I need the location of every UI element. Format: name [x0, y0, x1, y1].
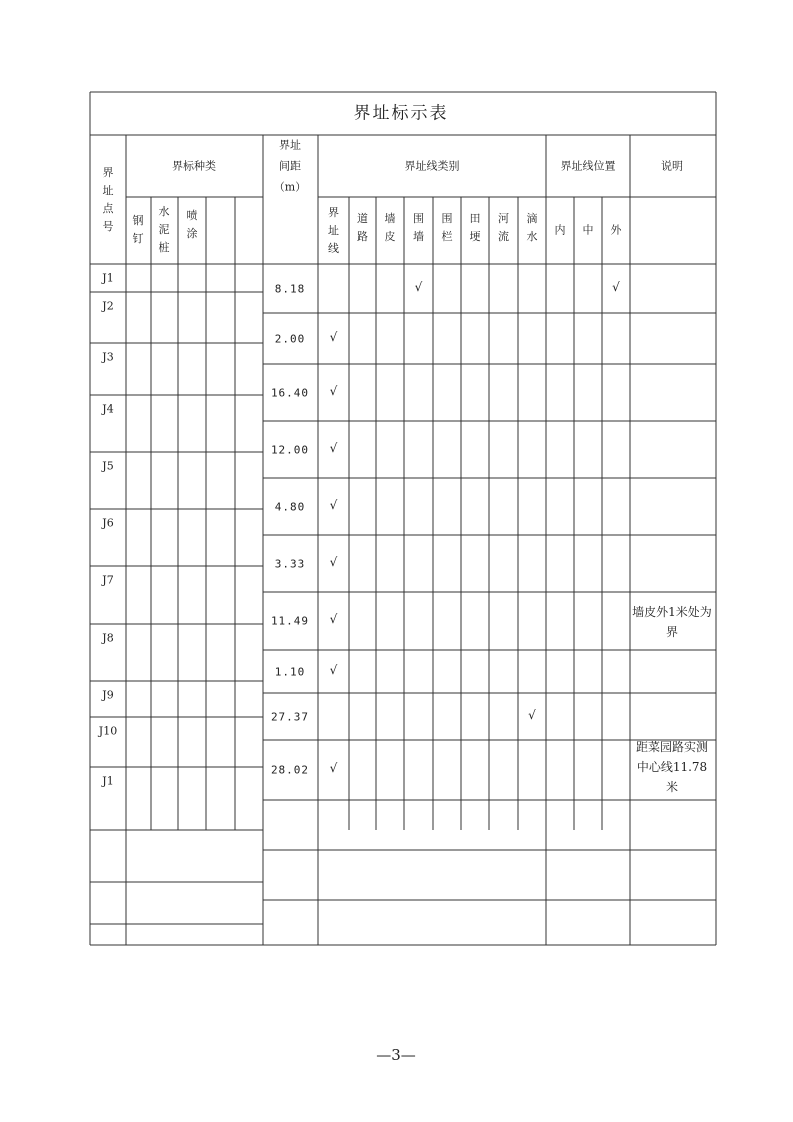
header-position-1: 中	[582, 223, 594, 237]
check-mark: √	[528, 707, 536, 722]
page-title: 界址标示表	[353, 103, 449, 124]
segment-distance: 28.02	[270, 763, 310, 777]
segment-distance: 27.37	[270, 710, 310, 723]
header-line-type-1: 道路	[357, 212, 368, 243]
segment-distance: 1.10	[274, 665, 306, 678]
check-mark: √	[329, 440, 338, 455]
header-line-type-4: 围栏	[441, 212, 453, 243]
header-line-type-2: 墙皮	[384, 212, 396, 243]
segment-remark: 墙皮外1米处为界	[632, 605, 712, 639]
header-distance-1: 界址	[279, 138, 301, 152]
point-label: J6	[102, 516, 114, 530]
check-mark: √	[414, 279, 423, 294]
point-label: J1	[102, 774, 114, 788]
point-label: J1	[102, 271, 114, 285]
point-label: J7	[102, 573, 114, 587]
header-mark-type-2: 喷涂	[186, 209, 198, 240]
segment-remark: 距菜园路实测中心线11.78米	[635, 740, 708, 794]
point-label: J3	[102, 350, 114, 364]
page-number: —3—	[376, 1046, 416, 1064]
point-label: J4	[102, 402, 114, 416]
header-line-type-3: 围墙	[413, 212, 424, 243]
check-mark: √	[329, 662, 338, 677]
header-line-type: 界址线类别	[404, 159, 460, 173]
check-mark: √	[329, 612, 338, 626]
segment-distance: 3.33	[274, 557, 306, 570]
segment-distance: 16.40	[270, 386, 310, 399]
point-label: J5	[102, 459, 114, 473]
header-distance-2: 间距	[279, 159, 301, 173]
header-line-position: 界址线位置	[560, 159, 616, 173]
header-remark: 说明	[661, 159, 683, 173]
point-label: J9	[102, 688, 114, 702]
header-mark-type-0: 钢钉	[132, 214, 144, 245]
check-mark: √	[329, 329, 338, 344]
segment-distance: 4.80	[274, 500, 306, 513]
segment-distance: 12.00	[270, 443, 310, 456]
check-mark: √	[612, 279, 620, 294]
header-line-type-7: 滴水	[526, 212, 538, 243]
header-distance-unit: （m）	[273, 180, 307, 194]
check-mark: √	[329, 497, 338, 512]
header-mark-type: 界标种类	[172, 159, 216, 173]
header-position-2: 外	[610, 223, 622, 237]
segment-distance: 11.49	[270, 614, 310, 628]
header-point-no: 界址点号	[102, 166, 114, 233]
check-mark: √	[329, 761, 338, 775]
header-line-type-6: 河流	[498, 212, 509, 243]
point-label: J8	[102, 631, 114, 645]
header-mark-type-1: 水泥桩	[158, 205, 170, 254]
point-label: J10	[98, 724, 118, 738]
header-position-0: 内	[554, 223, 566, 237]
header-line-type-5: 田埂	[469, 212, 481, 243]
segment-distance: 2.00	[274, 332, 306, 345]
check-mark: √	[329, 554, 338, 569]
point-label: J2	[102, 299, 114, 313]
check-mark: √	[329, 383, 338, 398]
segment-distance: 8.18	[274, 282, 306, 295]
header-line-type-0: 界址线	[328, 206, 339, 255]
